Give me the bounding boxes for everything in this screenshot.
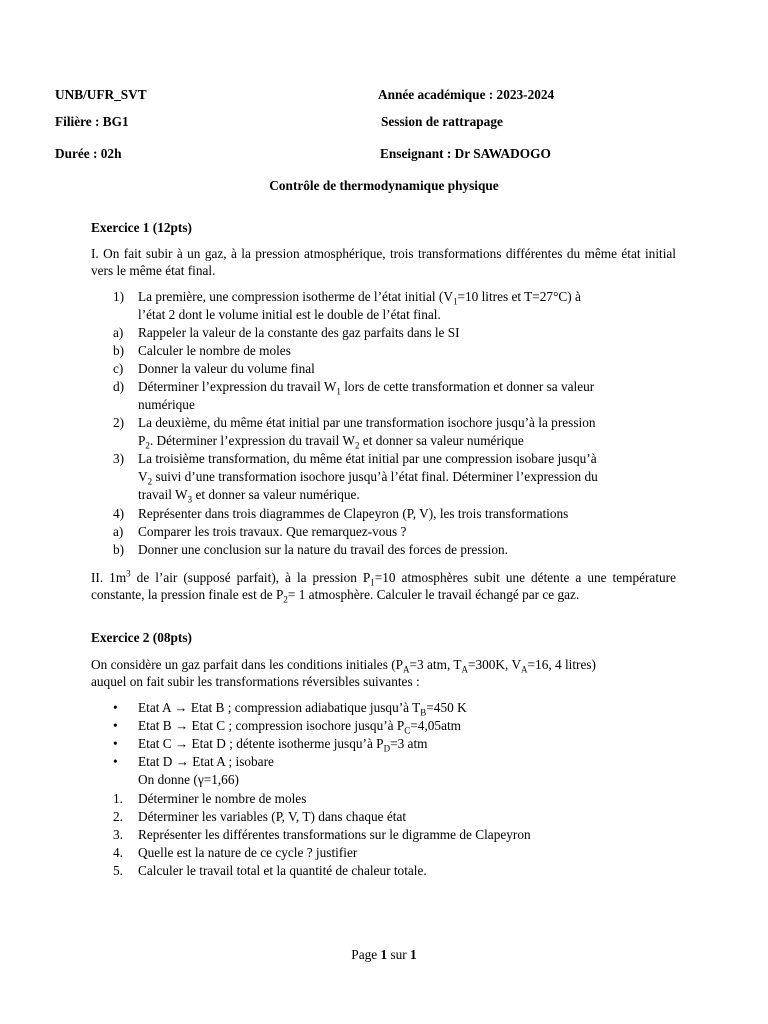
exercise-1-heading: Exercice 1 (12pts) [91,220,192,235]
arrow-icon: → [174,736,189,751]
page-number: Page 1 sur 1 [351,947,417,962]
page-title: Contrôle de thermodynamique physique [269,178,499,193]
exercise-2-intro: On considère un gaz parfait dans les conditions initiales ($P_A=3$ atm, $T_A=300K$, $V_A=16$, 4 litres) auquel on fait subir les transformations réversibles suivantes : [91,657,596,689]
exercise-1-intro: I. On fait subir à un gaz, à la pression atmosphérique, trois transformations différentes du même état initial vers le même état final. [91,246,676,278]
arrow-icon: → [175,754,189,769]
exercise-1-part-2: II. $1m^3$ de l’air (supposé parfait), à la pression $P_1=10$ atmosphères subit une détente a une température constante, la pression finale est de $P_2= 1$ atmosphère. Calculer le travail échangé par ce gaz. [91,568,676,605]
session: Session de rattrapage [381,114,503,129]
exercise-2-heading: Exercice 2 (08pts) [91,630,192,645]
teacher: Enseignant : Dr SAWADOGO [380,146,551,161]
institution: UNB/UFR_SVT [55,87,147,102]
arrow-icon: → [174,700,188,715]
arrow-icon: → [174,718,189,733]
filiere: Filière : BG1 [55,114,129,129]
academic-year: Année académique : 2023-2024 [378,87,555,102]
duration: Durée : 02h [55,146,122,161]
